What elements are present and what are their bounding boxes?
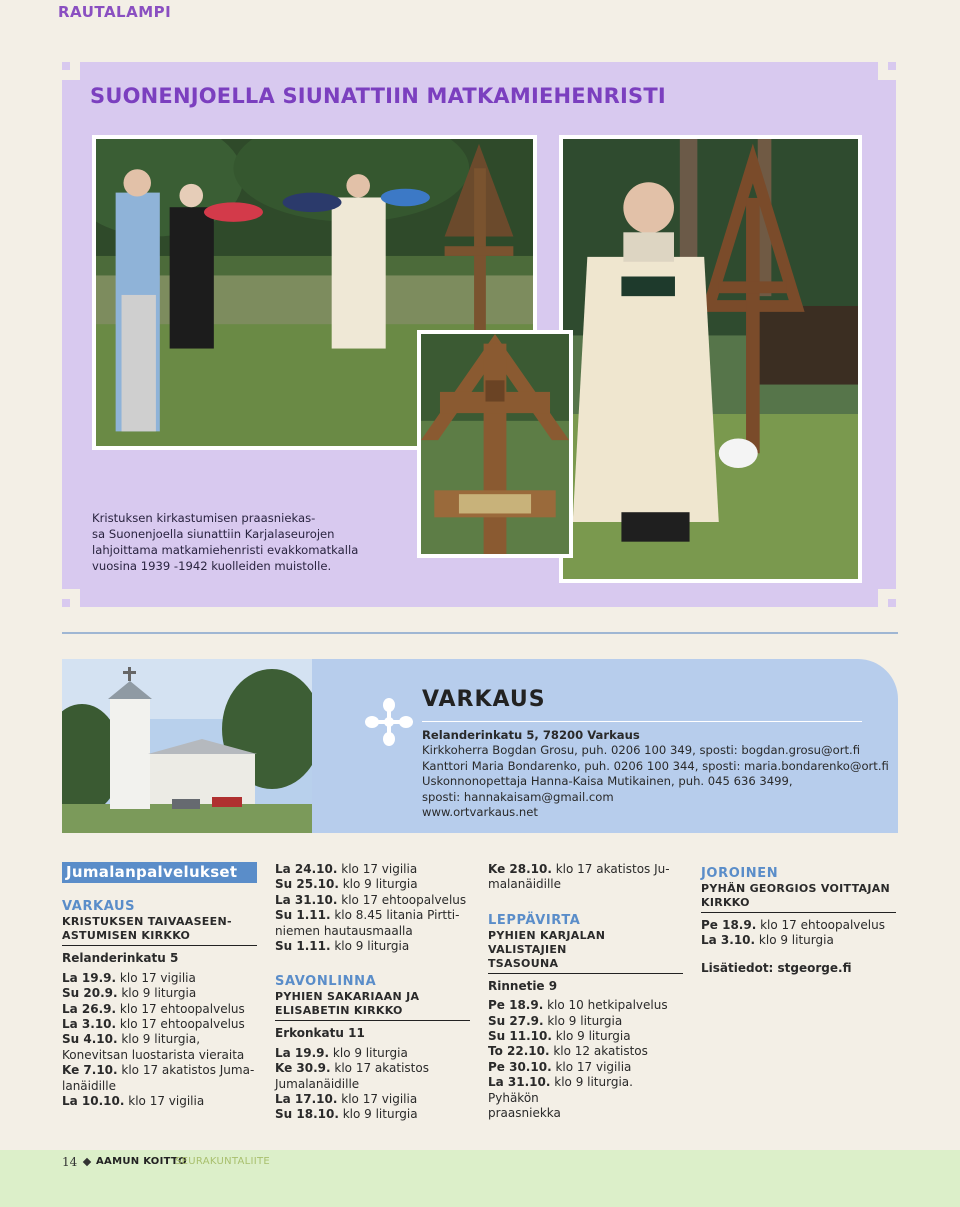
service-item: Su 27.9. klo 9 liturgia <box>488 1013 623 1028</box>
service-item: malanäidille <box>488 877 562 892</box>
service-item: Su 1.11. klo 9 liturgia <box>275 939 410 954</box>
publication-name: AAMUN KOITTO <box>96 1156 187 1167</box>
service-item: La 24.10. klo 17 vigilia <box>275 862 418 876</box>
schedule-column-3 <box>488 862 683 1121</box>
service-item: niemen hautausmaalla <box>275 923 413 938</box>
orthodox-cross-ornament-icon <box>364 697 414 747</box>
service-item: Ke 7.10. klo 17 akatistos Juma- <box>62 1063 255 1078</box>
contact-line: Kirkkoherra Bogdan Grosu, puh. 0206 100 349, sposti: bogdan.grosu@ort.fi <box>422 743 861 758</box>
service-item: Jumalanäidille <box>275 1076 360 1091</box>
service-item: praasniekka <box>488 1106 561 1121</box>
photo-priest-reading <box>559 135 862 583</box>
supplement-name: SEURAKUNTALIITE <box>175 1156 271 1167</box>
service-item: La 31.10. klo 9 liturgia. Pyhäkön <box>488 1075 633 1105</box>
section-header: RAUTALAMPI <box>58 3 172 21</box>
town-varkaus: VARKAUS <box>62 899 136 915</box>
diamond-icon <box>83 1158 91 1166</box>
service-item: Ke 30.9. klo 17 akatistos <box>275 1061 429 1076</box>
service-item: La 26.9. klo 17 ehtoopalvelus <box>62 1001 245 1016</box>
service-item: Su 20.9. klo 9 liturgia <box>62 986 197 1001</box>
service-item: Su 18.10. klo 9 liturgia <box>275 1107 418 1122</box>
service-item: Ke 28.10. klo 17 akatistos Ju- <box>488 862 670 876</box>
service-item: Su 11.10. klo 9 liturgia <box>488 1029 631 1044</box>
service-item: La 3.10. klo 9 liturgia <box>701 933 834 948</box>
town-savonlinna: SAVONLINNA <box>275 974 377 990</box>
contact-line: Kanttori Maria Bondarenko, puh. 0206 100 344, sposti: maria.bondarenko@ort.fi <box>422 758 889 773</box>
service-item: Su 4.10. klo 9 liturgia, <box>62 1032 201 1047</box>
service-item: La 17.10. klo 17 vigilia <box>275 1092 418 1107</box>
feature-article <box>62 62 896 607</box>
website-link[interactable]: www.ortvarkaus.net <box>422 805 538 820</box>
article-title: SUONENJOELLA SIUNATTIIN MATKAMIEHENRISTI <box>90 84 666 108</box>
service-item: La 10.10. klo 17 vigilia <box>62 1094 205 1109</box>
town-leppavirta: LEPPÄVIRTA <box>488 912 581 928</box>
service-item: lanäidille <box>62 1078 116 1093</box>
service-item: Pe 18.9. klo 10 hetkipalvelus <box>488 998 668 1013</box>
parish-title: VARKAUS <box>422 687 546 712</box>
photo-varkaus-church <box>62 659 312 833</box>
schedule-column-2 <box>275 862 470 1123</box>
varkaus-parish-info <box>62 659 898 833</box>
service-item: Su 25.10. klo 9 liturgia <box>275 877 418 892</box>
service-item: La 31.10. klo 17 ehtoopalvelus <box>275 892 467 907</box>
service-item: To 22.10. klo 12 akatistos <box>488 1044 648 1059</box>
service-item: La 3.10. klo 17 ehtoopalvelus <box>62 1017 245 1032</box>
divider-rule <box>62 632 898 634</box>
street-address: Rinnetie 9 <box>488 978 558 993</box>
church-name: PYHIEN SAKARIAAN JA ELISABETIN KIRKKO <box>275 990 470 1021</box>
title-underline <box>422 721 862 722</box>
parish-address: Relanderinkatu 5, 78200 Varkaus <box>422 728 640 742</box>
service-item: Su 1.11. klo 8.45 litania Pirtti- <box>275 908 460 923</box>
schedule-column-4 <box>701 862 896 976</box>
church-name: PYHIEN KARJALAN VALISTAJIEN TSASOUNA <box>488 929 683 974</box>
schedule-title: Jumalanpalvelukset <box>62 862 257 883</box>
town-joroinen: JOROINEN <box>701 866 779 881</box>
church-name: PYHÄN GEORGIOS VOITTAJAN KIRKKO <box>701 882 896 913</box>
photo-cross-detail <box>417 330 573 558</box>
service-item: La 19.9. klo 17 vigilia <box>62 970 196 985</box>
service-item: La 19.9. klo 9 liturgia <box>275 1045 408 1060</box>
street-address: Relanderinkatu 5 <box>62 951 179 966</box>
service-item: Pe 18.9. klo 17 ehtoopalvelus <box>701 918 885 932</box>
more-info-link[interactable]: Lisätiedot: stgeorge.fi <box>701 960 852 975</box>
parish-contacts <box>422 728 889 820</box>
contact-line: Uskonnonopettaja Hanna-Kaisa Mutikainen, puh. 045 636 3499, <box>422 774 793 789</box>
service-item: Pe 30.10. klo 17 vigilia <box>488 1059 632 1074</box>
page-footer <box>0 1150 960 1207</box>
schedule-column-1 <box>62 862 257 1109</box>
service-item: Konevitsan luostarista vieraita <box>62 1047 245 1062</box>
contact-line: sposti: hannakaisam@gmail.com <box>422 789 614 804</box>
street-address: Erkonkatu 11 <box>275 1026 365 1041</box>
page-number: 14 <box>62 1155 78 1169</box>
photo-caption: Kristuksen kirkastumisen praasniekas- sa Suonenjoella siunattiin Karjalaseurojen lahjoittama matkamiehenristi evakkomatkalla vuosina 1939 -1942 kuolleiden muistolle. <box>92 511 359 573</box>
church-name: KRISTUKSEN TAIVAASEEN- ASTUMISEN KIRKKO <box>62 915 257 946</box>
